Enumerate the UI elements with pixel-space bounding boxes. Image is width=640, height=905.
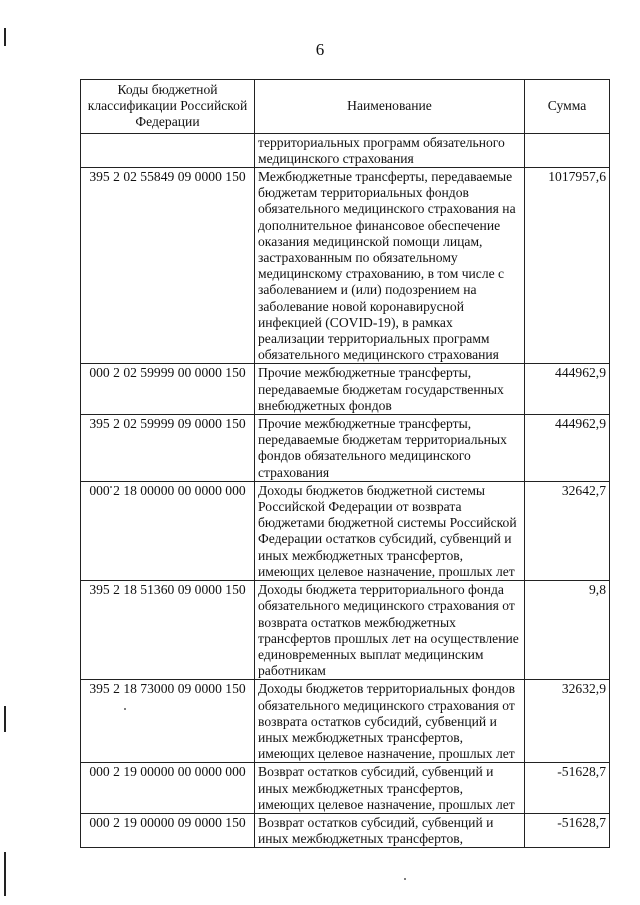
row-sum: 32632,9	[525, 680, 610, 763]
row-sum: 32642,7	[525, 481, 610, 580]
row-name: Доходы бюджетов территориальных фондов обязательного медицинского страхования от возврата остатков субсидий, субвенций и иных межбюджетных трансфертов, имеющих целевое назначение, прошлых лет	[255, 680, 525, 763]
table-header-row	[81, 80, 610, 134]
row-name: Возврат остатков субсидий, субвенций и иных межбюджетных трансфертов, имеющих целевое назначение, прошлых лет	[255, 763, 525, 814]
table-row	[81, 168, 610, 364]
table-row	[81, 133, 610, 167]
table-row	[81, 481, 610, 580]
header-sum: Сумма	[525, 80, 610, 134]
row-name: Доходы бюджетов бюджетной системы Российской Федерации от возврата бюджетами бюджетной системы Российской Федерации остатков субсидий, субвенций и иных межбюджетных трансфертов, имеющих целевое назначение, прошлых лет	[255, 481, 525, 580]
row-code: 000 2 18 00000 00 0000 000	[81, 481, 255, 580]
header-code: Коды бюджетной классификации Российской Федерации	[81, 80, 255, 134]
row-sum: 444962,9	[525, 415, 610, 482]
row-name: Прочие межбюджетные трансферты, передаваемые бюджетам территориальных фондов обязательного медицинского страхования	[255, 415, 525, 482]
table-row	[81, 415, 610, 482]
row-name: Межбюджетные трансферты, передаваемые бюджетам территориальных фондов обязательного медицинского страхования на дополнительное финансовое обеспечение оказания медицинской помощи лицам, застрахованным по обязательному медицинскому страхованию, в том числе с заболеванием и (или) подозрением на заболевание новой коронавирусной инфекцией (COVID-19), в рамках реализации территориальных программ обязательного медицинского страхования	[255, 168, 525, 364]
page-number: 6	[315, 40, 325, 59]
row-code: 395 2 18 73000 09 0000 150	[81, 680, 255, 763]
scan-speck	[404, 878, 406, 880]
scan-margin-mark-bottom	[4, 852, 6, 896]
table-row	[81, 680, 610, 763]
table-row	[81, 813, 610, 847]
row-code: 395 2 02 55849 09 0000 150	[81, 168, 255, 364]
table-row	[81, 581, 610, 680]
scan-margin-mark-middle	[4, 706, 6, 732]
row-sum: 444962,9	[525, 364, 610, 415]
table-row	[81, 763, 610, 814]
row-sum: -51628,7	[525, 763, 610, 814]
row-name: территориальных программ обязательного медицинского страхования	[255, 133, 525, 167]
table-row	[81, 364, 610, 415]
row-name: Возврат остатков субсидий, субвенций и иных межбюджетных трансфертов,	[255, 813, 525, 847]
row-sum: -51628,7	[525, 813, 610, 847]
row-code	[81, 133, 255, 167]
row-code: 395 2 02 59999 09 0000 150	[81, 415, 255, 482]
budget-classification-table	[80, 79, 610, 848]
row-code: 000 2 19 00000 09 0000 150	[81, 813, 255, 847]
header-name: Наименование	[255, 80, 525, 134]
row-sum: 9,8	[525, 581, 610, 680]
row-sum: 1017957,6	[525, 168, 610, 364]
row-name: Доходы бюджета территориального фонда обязательного медицинского страхования от возврата остатков межбюджетных трансфертов прошлых лет на осуществление единовременных выплат медицинским работникам	[255, 581, 525, 680]
row-code: 395 2 18 51360 09 0000 150	[81, 581, 255, 680]
row-code: 000 2 19 00000 00 0000 000	[81, 763, 255, 814]
row-sum	[525, 133, 610, 167]
row-name: Прочие межбюджетные трансферты, передаваемые бюджетам государственных внебюджетных фондов	[255, 364, 525, 415]
row-code: 000 2 02 59999 00 0000 150	[81, 364, 255, 415]
